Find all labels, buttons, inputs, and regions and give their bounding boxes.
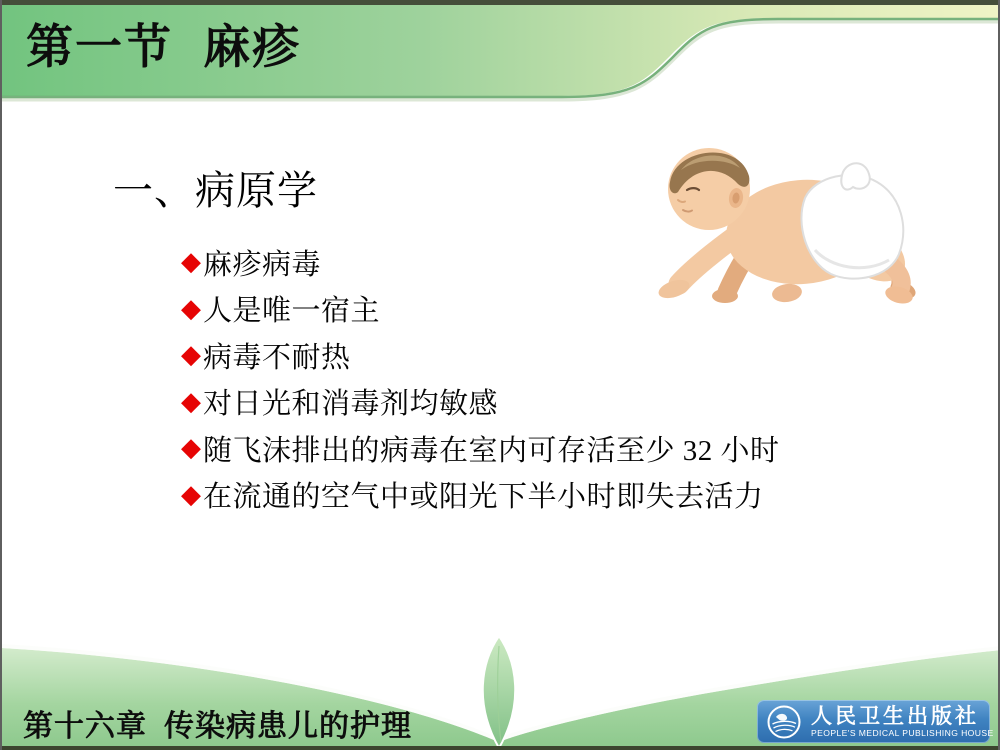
crawling-baby-photo [647, 132, 962, 312]
footer-chapter-title: 第十六章 传染病患儿的护理 [23, 710, 412, 743]
diamond-bullet-icon: ◆ [181, 433, 201, 464]
bullet-item [181, 379, 861, 426]
bullet-item [181, 472, 861, 519]
bullet-text: 病毒不耐热 [203, 341, 351, 374]
diamond-bullet-icon: ◆ [181, 293, 201, 324]
bullet-text: 人是唯一宿主 [203, 295, 381, 328]
page-title: 第一节 麻疹 [26, 20, 302, 73]
diamond-bullet-icon: ◆ [181, 247, 201, 278]
diamond-bullet-icon: ◆ [181, 386, 201, 417]
bullet-item [181, 332, 861, 379]
publisher-emblem-icon [766, 704, 802, 740]
bullet-text: 在流通的空气中或阳光下半小时即失去活力 [203, 481, 764, 514]
diamond-bullet-icon: ◆ [181, 340, 201, 371]
bullet-item [181, 425, 861, 472]
diamond-bullet-icon: ◆ [181, 479, 201, 510]
bullet-text: 麻疹病毒 [203, 248, 322, 281]
publisher-logo [757, 700, 994, 743]
section-heading: 一、病原学 [113, 168, 318, 213]
publisher-name-en: PEOPLE'S MEDICAL PUBLISHING HOUSE [811, 728, 994, 739]
publisher-name-cn: 人民卫生出版社 [811, 703, 979, 728]
bullet-text: 对日光和消毒剂均敏感 [203, 388, 499, 421]
bullet-text: 随飞沫排出的病毒在室内可存活至少 32 小时 [203, 434, 780, 467]
